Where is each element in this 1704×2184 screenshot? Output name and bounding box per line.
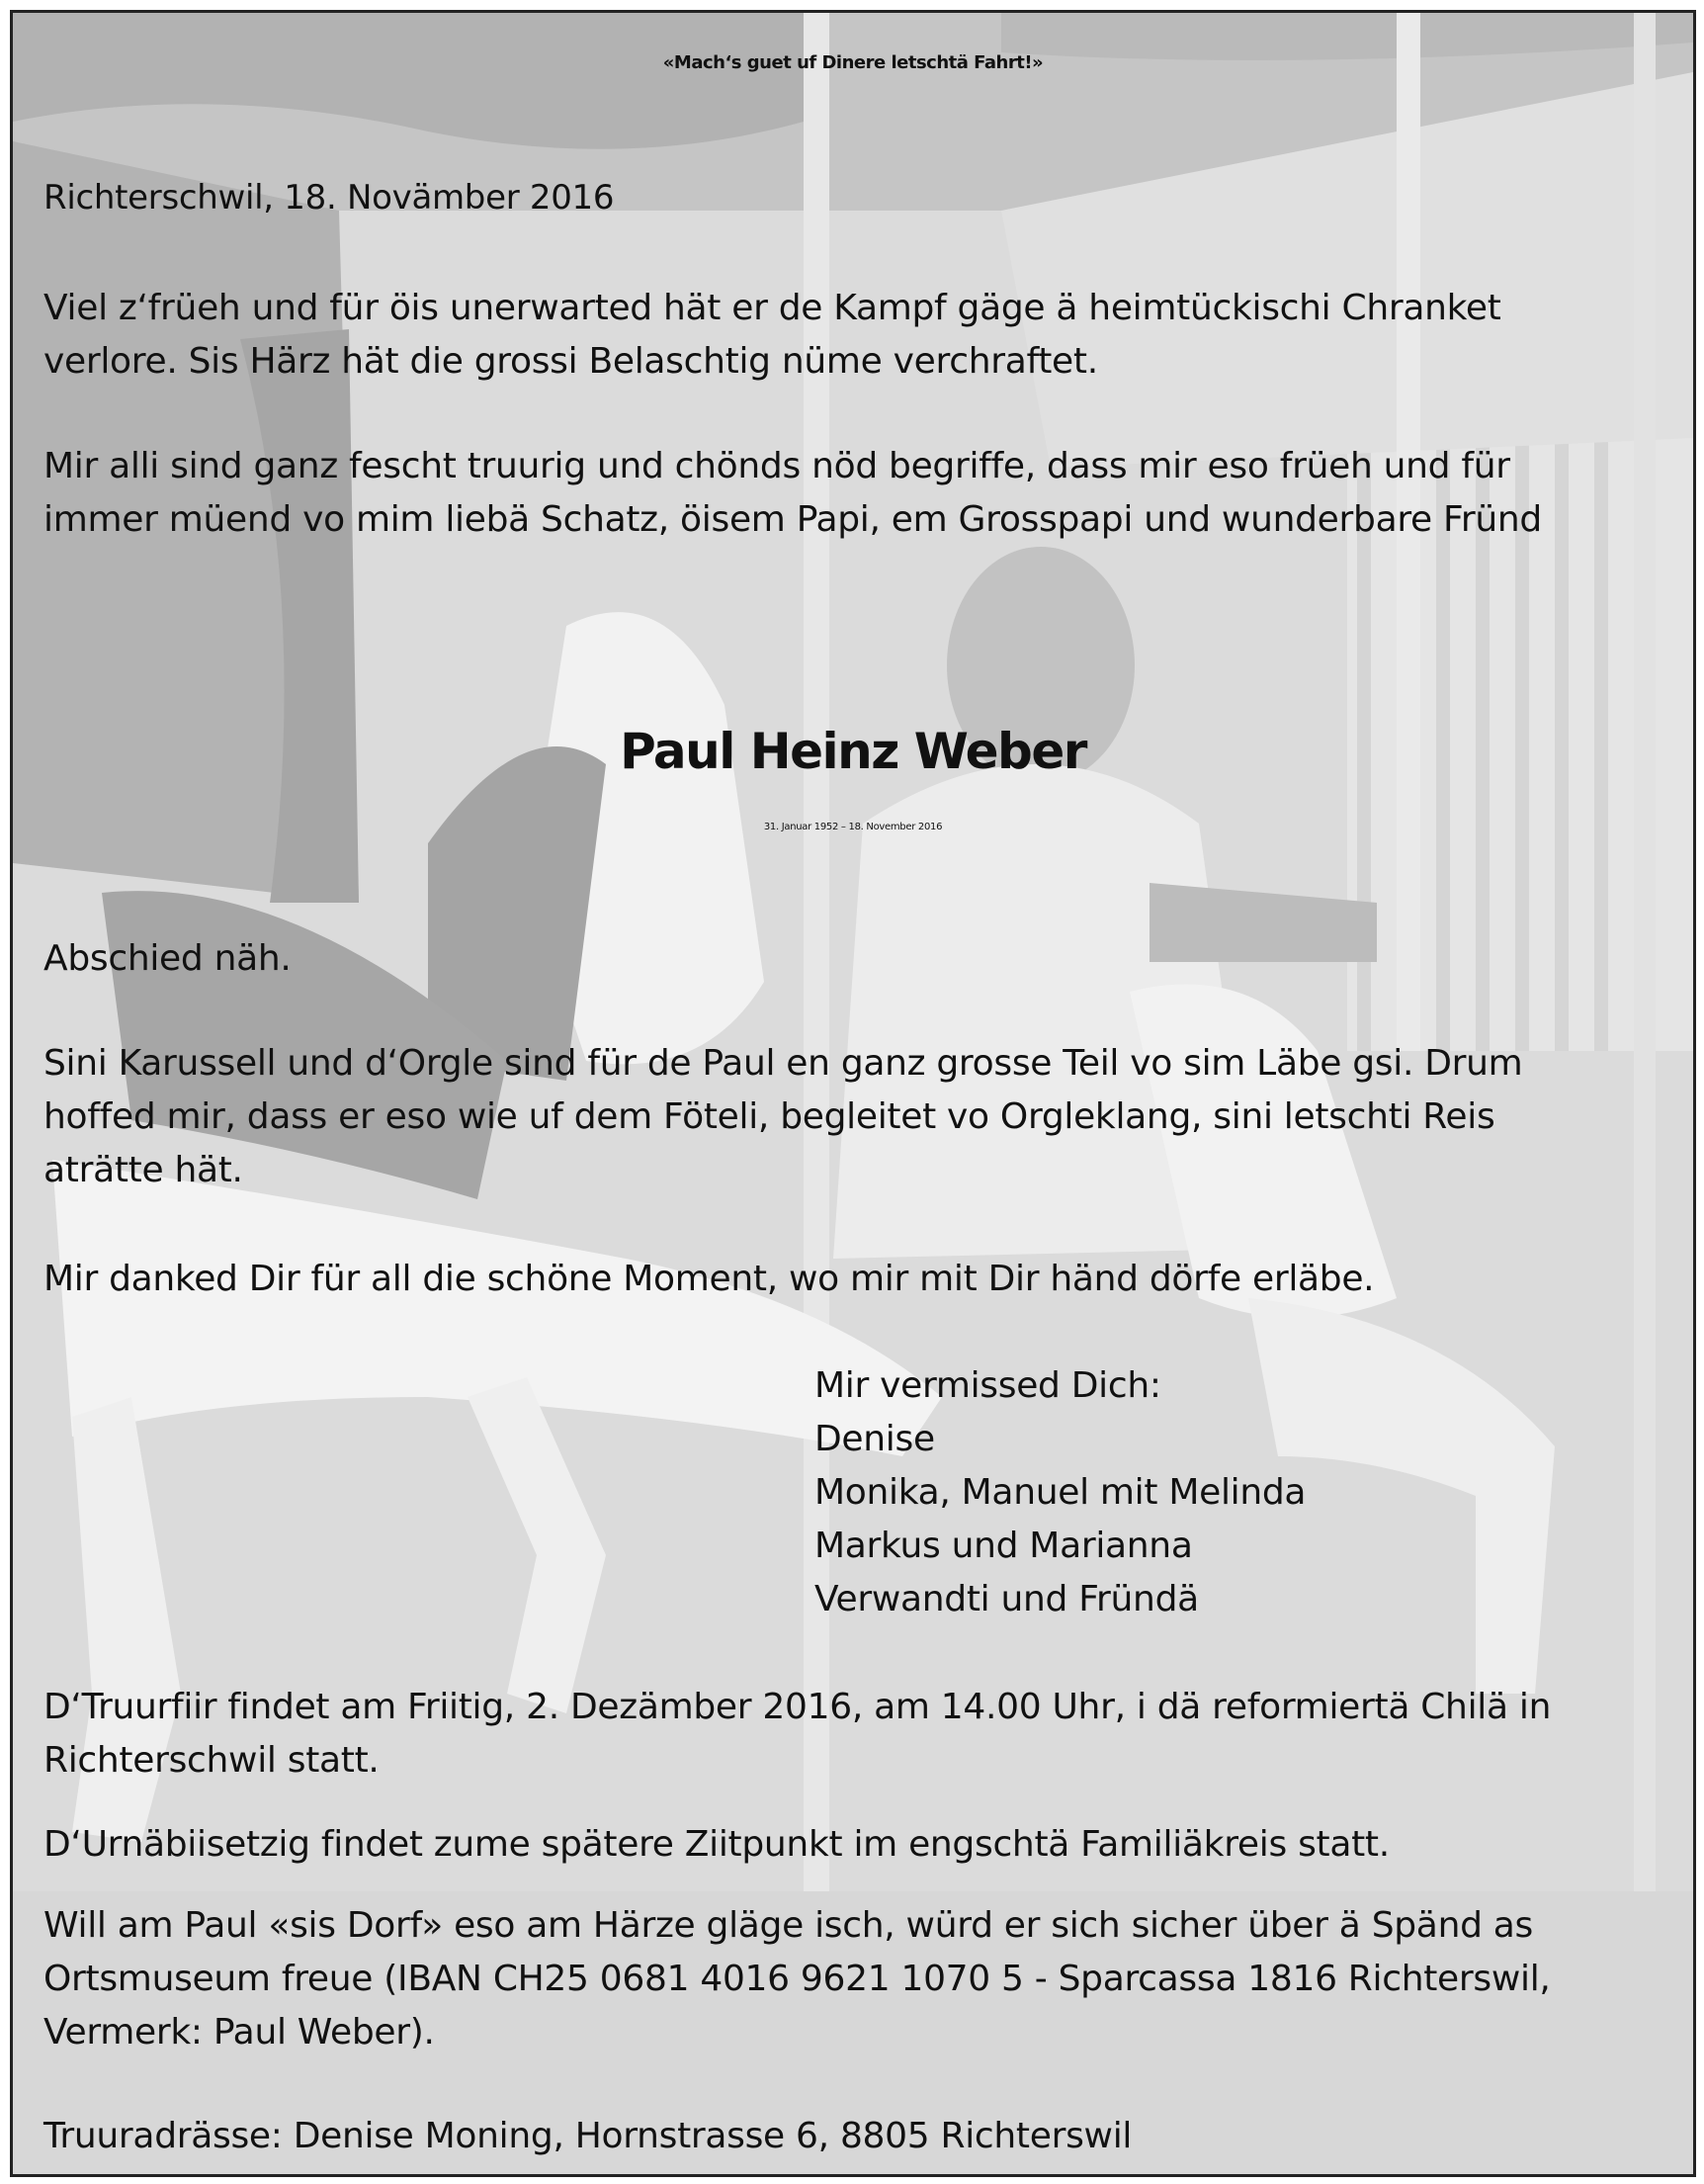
mourning-address: Truuradrässe: Denise Moning, Hornstrasse 6, 8805 Richterswil bbox=[43, 2116, 1133, 2156]
intro-line-1: Viel z‘früeh und für öis unerwarted hät er de Kampf gäge ä heimtückischi Chranket bbox=[43, 288, 1501, 328]
mourning-line-1: Mir alli sind ganz fescht truurig und chönds nöd begriffe, dass mir eso früeh und für bbox=[43, 446, 1510, 486]
mourner-name: Verwandti und Fründä bbox=[814, 1579, 1199, 1619]
funeral-line-2: Richterschwil statt. bbox=[43, 1740, 380, 1781]
mourner-name: Markus und Marianna bbox=[814, 1526, 1193, 1566]
urn-burial: D‘Urnäbiisetzig findet zume spätere Ziitpunkt im engschtä Familiäkreis statt. bbox=[43, 1824, 1390, 1865]
place-date: Richterschwil, 18. Novämber 2016 bbox=[43, 178, 615, 218]
intro-line-2: verlore. Sis Härz hät die grossi Belaschtig nüme verchraftet. bbox=[43, 341, 1098, 382]
donation-line-3: Vermerk: Paul Weber). bbox=[43, 2012, 435, 2053]
farewell: Abschied näh. bbox=[43, 938, 292, 979]
deceased-dates: 31. Januar 1952 – 18. November 2016 bbox=[763, 822, 943, 832]
carousel-line-2: hoffed mir, dass er eso wie uf dem Föteli, begleitet vo Orgleklang, sini letschti Reis bbox=[43, 1096, 1495, 1137]
carousel-line-3: aträtte hät. bbox=[43, 1150, 243, 1190]
mourner-name: Monika, Manuel mit Melinda bbox=[814, 1472, 1307, 1513]
donation-line-1: Will am Paul «sis Dorf» eso am Härze gläge isch, würd er sich sicher über ä Spänd as bbox=[43, 1905, 1533, 1946]
obituary-notice bbox=[10, 10, 1696, 2177]
funeral-line-1: D‘Truurfiir findet am Friitig, 2. Dezämber 2016, am 14.00 Uhr, i dä reformiertä Chilä in bbox=[43, 1687, 1552, 1727]
headline: «Mach‘s guet uf Dinere letschtä Fahrt!» bbox=[662, 52, 1044, 73]
mourner-name: Denise bbox=[814, 1419, 935, 1459]
donation-line-2: Ortsmuseum freue (IBAN CH25 0681 4016 9621 1070 5 - Sparcassa 1816 Richterswil, bbox=[43, 1959, 1551, 1999]
carousel-line-1: Sini Karussell und d‘Orgle sind für de Paul en ganz grosse Teil vo sim Läbe gsi. Drum bbox=[43, 1043, 1523, 1084]
deceased-name: Paul Heinz Weber bbox=[620, 723, 1086, 780]
mourners-heading: Mir vermissed Dich: bbox=[814, 1365, 1161, 1406]
notice-text bbox=[13, 13, 1693, 2174]
thanks: Mir danked Dir für all die schöne Moment, wo mir mit Dir händ dörfe erläbe. bbox=[43, 1259, 1375, 1299]
mourning-line-2: immer müend vo mim liebä Schatz, öisem Papi, em Grosspapi und wunderbare Fründ bbox=[43, 499, 1542, 540]
